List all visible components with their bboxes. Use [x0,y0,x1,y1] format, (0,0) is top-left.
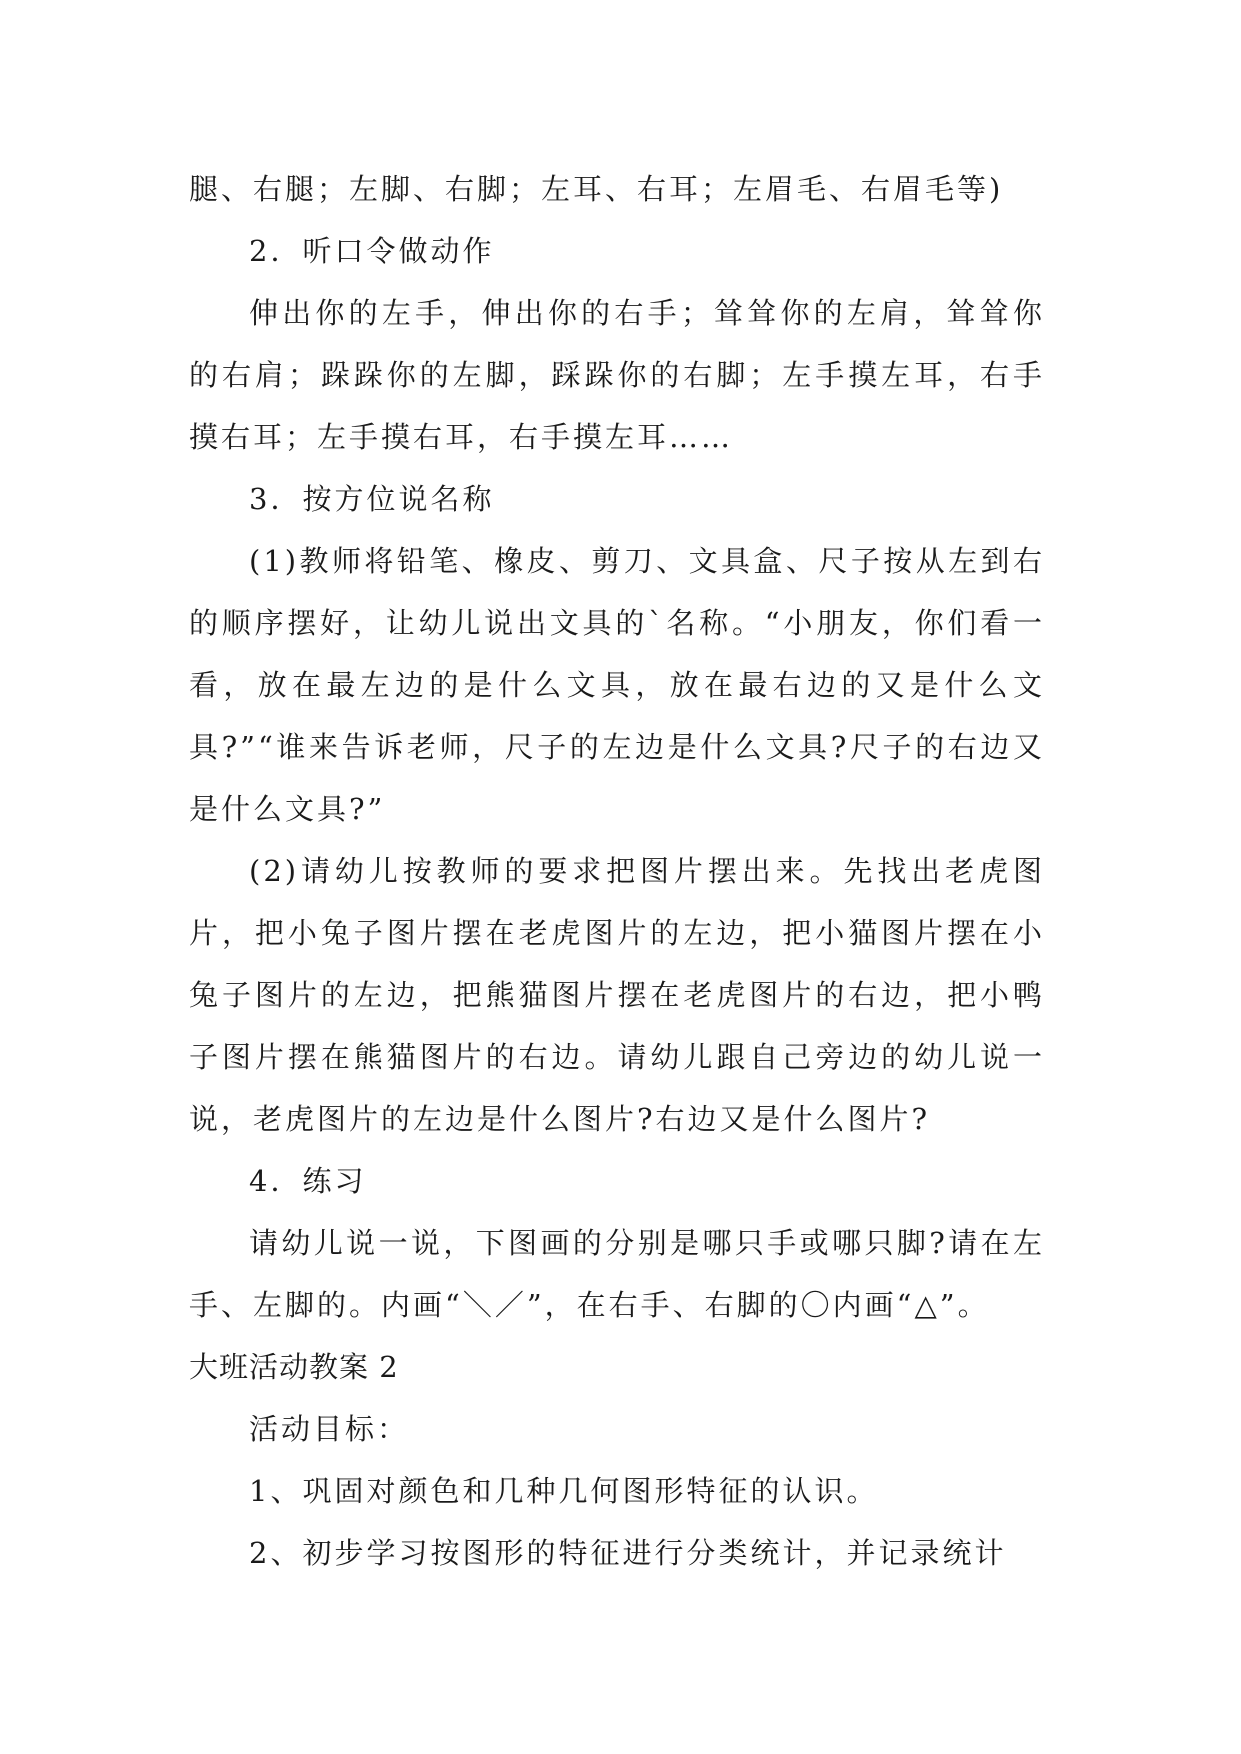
paragraph-practice: 请幼儿说一说，下图画的分别是哪只手或哪只脚?请在左手、左脚的。内画“＼／”，在右手、右脚的〇内画“△”。 [189,1226,1045,1322]
paragraph-step-2: (2)请幼儿按教师的要求把图片摆出来。先找出老虎图片，把小兔子图片摆在老虎图片的左边，把小猫图片摆在小兔子图片的左边，把熊猫图片摆在老虎图片的右边，把小鸭子图片摆在熊猫图片的右边。请幼儿跟自己旁边的幼儿说一说，老虎图片的左边是什么图片?右边又是什么图片? [189,854,1045,1136]
paragraph-step-1: (1)教师将铅笔、橡皮、剪刀、文具盒、尺子按从左到右的顺序摆好，让幼儿说出文具的`名称。“小朋友，你们看一看，放在最左边的是什么文具，放在最右边的又是什么文具?”“谁来告诉老师，尺子的左边是什么文具?尺子的右边又是什么文具?” [189,544,1045,826]
paragraph-continuation: 腿、右腿；左脚、右脚；左耳、右耳；左眉毛、右眉毛等) [189,172,1004,206]
section-heading-4: 4．练习 [249,1164,367,1198]
goal-item-1: 1、巩固对颜色和几种几何图形特征的认识。 [249,1474,879,1508]
document-body [189,158,1045,1584]
paragraph-actions: 伸出你的左手，伸出你的右手；耸耸你的左肩，耸耸你的右肩；跺跺你的左脚，踩跺你的右脚；左手摸左耳，右手摸右耳；左手摸右耳，右手摸左耳…… [189,296,1045,454]
lesson-plan-title: 大班活动教案 2 [189,1350,399,1384]
section-heading-3: 3．按方位说名称 [249,482,495,516]
goal-item-2: 2、初步学习按图形的特征进行分类统计，并记录统计 [249,1536,1007,1570]
section-heading-2: 2．听口令做动作 [249,234,495,268]
activity-goals-label: 活动目标： [249,1412,410,1446]
